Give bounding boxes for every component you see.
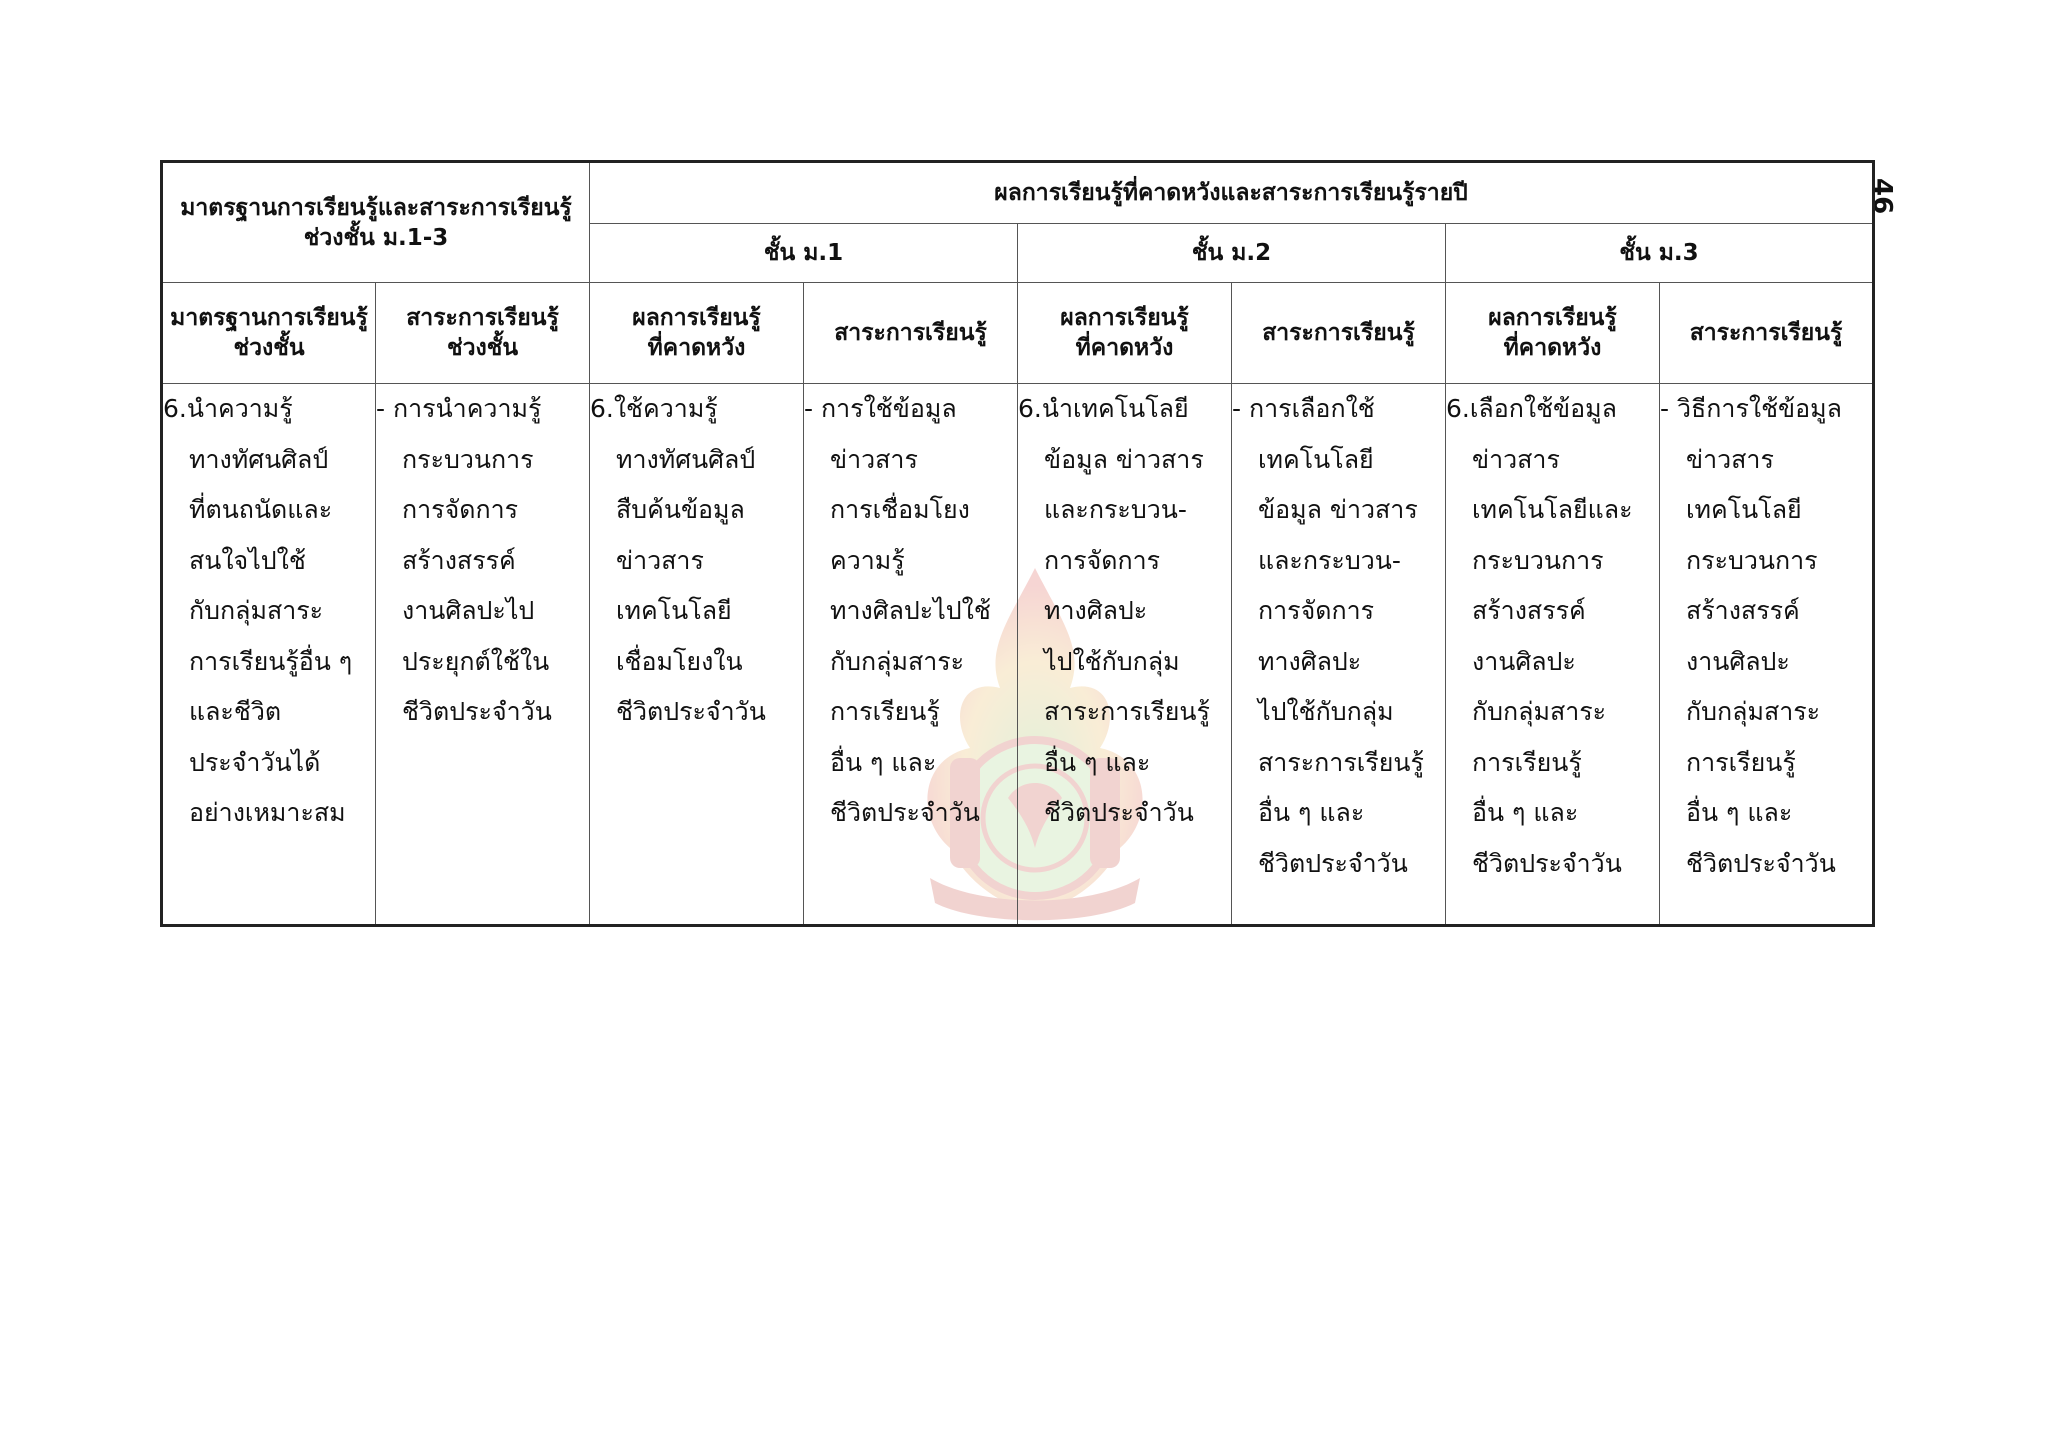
cell-line: อย่างเหมาะสม <box>189 798 346 827</box>
cell-line: สนใจไปใช้ <box>189 545 306 575</box>
cell-line: สร้างสรรค์ <box>1686 596 1800 625</box>
cell-line: ที่ตนถนัดและ <box>189 495 333 524</box>
sub-header-standard-l1: มาตรฐานการเรียนรู้ <box>170 305 368 331</box>
cell-line: 6.นำเทคโนโลยี <box>1018 394 1189 423</box>
sub-header-outcome-m2 <box>1018 283 1232 384</box>
standards-title-line1: มาตรฐานการเรียนรู้และสาระการเรียนรู้ <box>180 194 572 221</box>
cell-line: ข่าวสาร <box>1686 444 1774 474</box>
cell-lines <box>1232 384 1445 889</box>
sub-header-outcome-m3 <box>1446 283 1660 384</box>
cell-line: ทางทัศนศิลป์ <box>616 444 756 474</box>
cell-lines <box>1018 384 1231 839</box>
sub-header-content-m3: สาระการเรียนรู้ <box>1660 283 1874 384</box>
cell-line: ชีวิตประจำวัน <box>1044 798 1194 827</box>
cell-line: อื่น ๆ และ <box>1044 747 1151 777</box>
cell-line: ประยุกต์ใช้ใน <box>402 646 550 676</box>
cell-line: การเรียนรู้ <box>1472 747 1582 777</box>
outcomes-title: ผลการเรียนรู้ที่คาดหวังและสาระการเรียนรู้รายปี <box>994 180 1468 206</box>
cell-line: ชีวิตประจำวัน <box>402 697 552 726</box>
grade-m1-header: ชั้น ม.1 <box>590 224 1018 283</box>
cell-line: และกระบวน- <box>1258 545 1401 575</box>
cell-line: ข่าวสาร <box>616 545 704 575</box>
cell-outcome-m1-text <box>590 384 804 926</box>
cell-line: สาระการเรียนรู้ <box>1044 697 1210 726</box>
cell-line: ชีวิตประจำวัน <box>1472 848 1622 878</box>
cell-line: ข่าวสาร <box>830 444 918 474</box>
sub-header-content-l2: ช่วงชั้น <box>446 335 519 361</box>
grade-m2-header: ชั้น ม.2 <box>1018 224 1446 283</box>
cell-line: และชีวิต <box>189 697 282 726</box>
cell-line: การเรียนรู้อื่น ๆ <box>189 646 353 676</box>
cell-line: ไปใช้กับกลุ่ม <box>1044 646 1180 676</box>
sub-header-outcome-m3-l2: ที่คาดหวัง <box>1503 335 1602 361</box>
sub-header-content-l1: สาระการเรียนรู้ <box>406 305 559 331</box>
cell-content-m1-text <box>804 384 1018 926</box>
sub-header-outcome-m3-l1: ผลการเรียนรู้ <box>1488 305 1617 331</box>
standards-title-line2: ช่วงชั้น ม.1-3 <box>303 224 449 251</box>
grade-m3-header: ชั้น ม.3 <box>1446 224 1874 283</box>
sub-header-outcome-m2-l2: ที่คาดหวัง <box>1075 335 1174 361</box>
cell-content-text <box>376 384 590 926</box>
cell-line: ทางศิลปะไปใช้ <box>830 596 991 625</box>
cell-line: การเรียนรู้ <box>1686 747 1796 777</box>
sub-header-outcome-m1-l1: ผลการเรียนรู้ <box>632 305 761 331</box>
cell-line: กับกลุ่มสาระ <box>1472 697 1607 726</box>
cell-line: อื่น ๆ และ <box>1686 798 1793 827</box>
page-number: 46 <box>1867 178 1897 215</box>
standards-header-cell <box>162 162 590 283</box>
cell-line: เชื่อมโยงใน <box>616 646 743 676</box>
sub-header-outcome-m2-l1: ผลการเรียนรู้ <box>1060 305 1189 331</box>
cell-line: กระบวนการ <box>1686 545 1818 575</box>
cell-line: และกระบวน- <box>1044 495 1187 524</box>
sub-header-standard-l2: ช่วงชั้น <box>233 335 305 361</box>
cell-line: เทคโนโลยี <box>1258 444 1374 474</box>
cell-line: สืบค้นข้อมูล <box>616 495 745 524</box>
sub-header-content-m1: สาระการเรียนรู้ <box>804 283 1018 384</box>
cell-line: ข้อมูล ข่าวสาร <box>1044 444 1204 474</box>
cell-line: สร้างสรรค์ <box>1472 596 1586 625</box>
cell-line: 6.ใช้ความรู้ <box>590 394 718 423</box>
cell-line: ทางทัศนศิลป์ <box>189 444 329 474</box>
cell-line: อื่น ๆ และ <box>830 747 937 777</box>
cell-line: ความรู้ <box>830 545 905 575</box>
cell-line: กับกลุ่มสาระ <box>1686 697 1821 726</box>
cell-line: การจัดการ <box>402 495 519 524</box>
cell-line: กับกลุ่มสาระ <box>830 646 965 676</box>
cell-line: ข้อมูล ข่าวสาร <box>1258 495 1418 524</box>
cell-outcome-m2-text <box>1018 384 1232 926</box>
cell-line: ชีวิตประจำวัน <box>1686 848 1836 878</box>
cell-line: เทคโนโลยี <box>616 596 732 625</box>
outcomes-header-cell <box>590 162 1874 224</box>
cell-content-m3-text <box>1660 384 1874 926</box>
sub-header-outcome-m1 <box>590 283 804 384</box>
cell-lines <box>163 384 375 839</box>
cell-line: - การเลือกใช้ <box>1232 394 1375 423</box>
cell-line: 6.นำความรู้ <box>163 394 293 423</box>
cell-line: อื่น ๆ และ <box>1472 798 1579 827</box>
cell-line: ทางศิลปะ <box>1258 646 1362 676</box>
cell-line: การเชื่อมโยง <box>830 495 970 524</box>
curriculum-table <box>160 160 1875 927</box>
sub-header-content-m2: สาระการเรียนรู้ <box>1232 283 1446 384</box>
cell-line: - การใช้ข้อมูล <box>804 394 957 423</box>
cell-line: การเรียนรู้ <box>830 697 940 726</box>
cell-lines <box>804 384 1017 839</box>
cell-line: สาระการเรียนรู้ <box>1258 747 1424 777</box>
cell-line: ชีวิตประจำวัน <box>616 697 766 726</box>
cell-standard-text <box>162 384 376 926</box>
cell-line: ประจำวันได้ <box>189 747 321 777</box>
cell-line: ชีวิตประจำวัน <box>1258 848 1408 878</box>
cell-line: กับกลุ่มสาระ <box>189 596 324 625</box>
cell-line: การจัดการ <box>1258 596 1375 625</box>
cell-line: อื่น ๆ และ <box>1258 798 1365 827</box>
cell-lines <box>1446 384 1659 889</box>
cell-line: - วิธีการใช้ข้อมูล <box>1660 394 1842 423</box>
cell-line: การจัดการ <box>1044 545 1161 575</box>
cell-line: เทคโนโลยี <box>1686 495 1802 524</box>
cell-content-m2-text <box>1232 384 1446 926</box>
cell-line: สร้างสรรค์ <box>402 545 516 575</box>
cell-line: ชีวิตประจำวัน <box>830 798 980 827</box>
cell-line: เทคโนโลยีและ <box>1472 495 1633 524</box>
cell-lines <box>1660 384 1872 889</box>
cell-line: ทางศิลปะ <box>1044 596 1148 625</box>
cell-line: งานศิลปะไป <box>402 596 535 625</box>
sub-header-outcome-m1-l2: ที่คาดหวัง <box>647 335 746 361</box>
cell-line: กระบวนการ <box>1472 545 1604 575</box>
cell-lines <box>376 384 589 738</box>
cell-line: งานศิลปะ <box>1686 646 1790 676</box>
cell-line: ไปใช้กับกลุ่ม <box>1258 697 1394 726</box>
cell-line: - การนำความรู้ <box>376 394 542 423</box>
cell-outcome-m3-text <box>1446 384 1660 926</box>
cell-line: งานศิลปะ <box>1472 646 1576 676</box>
cell-lines <box>590 384 803 738</box>
cell-line: 6.เลือกใช้ข้อมูล <box>1446 394 1617 423</box>
cell-line: ข่าวสาร <box>1472 444 1560 474</box>
sub-header-content <box>376 283 590 384</box>
sub-header-standard <box>162 283 376 384</box>
cell-line: กระบวนการ <box>402 444 534 474</box>
